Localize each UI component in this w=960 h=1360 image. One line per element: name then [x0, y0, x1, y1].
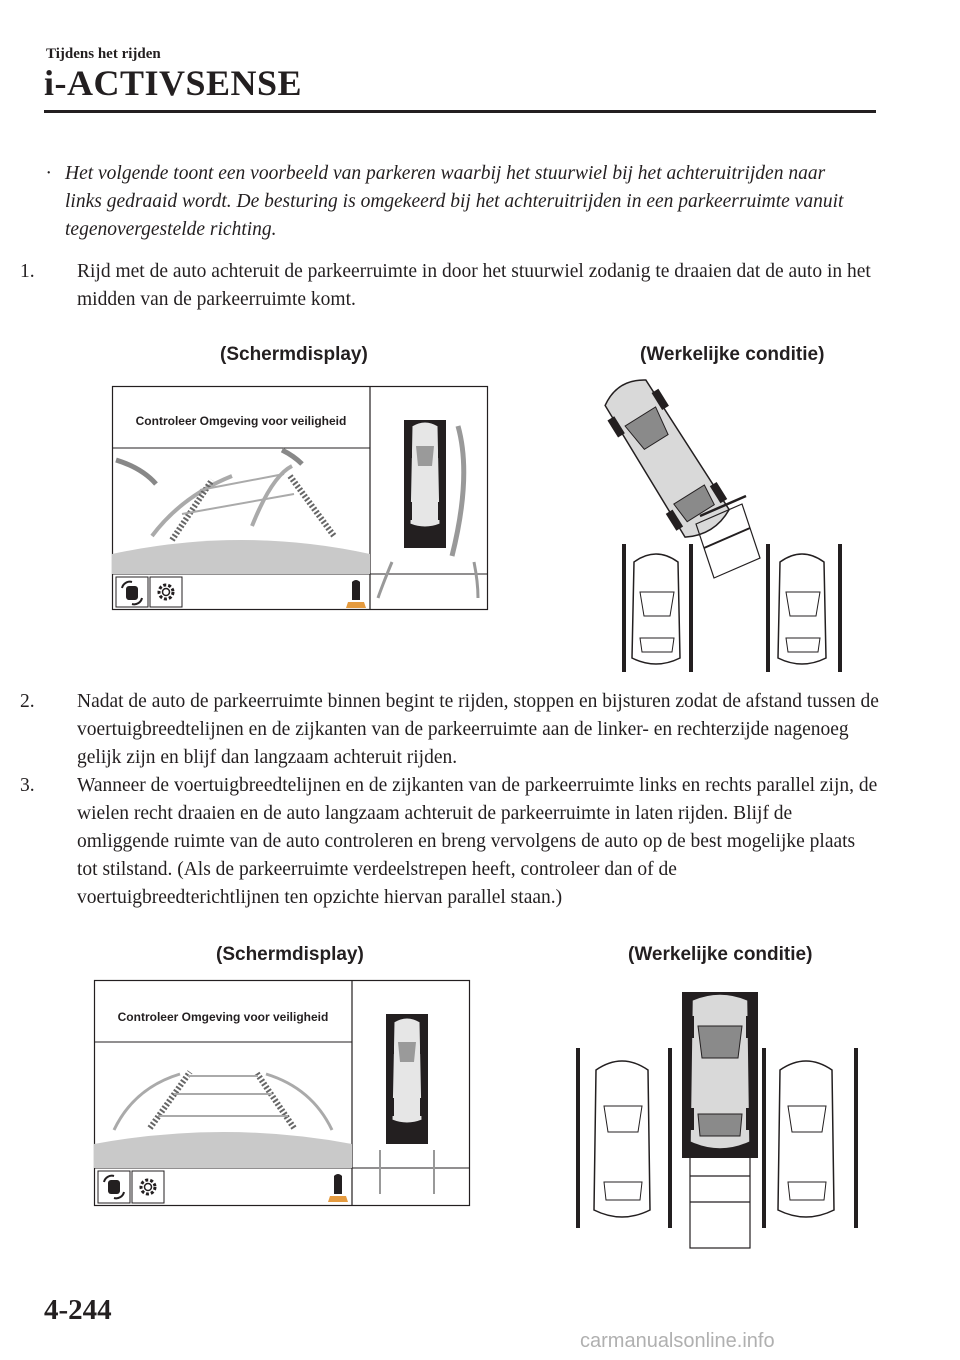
step-text: Nadat de auto de parkeerruimte binnen begint te rijden, stoppen en bijsturen zodat de afstand tussen de voertuigbreedtelijnen en de zijkanten van de parkeerruimte aan de linker- en rechterzijde nagenoeg gelijk zijn en blijf dan langzaam achteruit rijden. — [77, 691, 879, 768]
step-text: Wanneer de voertuigbreedtelijnen en de zijkanten van de parkeerruimte links en rechts parallel zijn, de wielen recht draaien en de auto langzaam achteruit de parkeerruimte in laten rijden. Blijf de omliggende ruimte van de auto controleren en breng vervolgens de auto op de best mogelijke plaats tot stilstand. (Als de parkeerruimte verdeelstrepen heeft, controleer dan of de voertuigbreedterichtlijnen ten opzichte hiervan parallel staan.) — [77, 775, 878, 908]
step-3 — [20, 772, 880, 912]
step-1 — [20, 258, 880, 314]
step-number: 3. — [20, 775, 35, 796]
figure-2-screen-message: Controleer Omgeving voor veiligheid — [117, 1010, 329, 1024]
watermark-text: carmanualsonline.info — [580, 1330, 775, 1352]
figure-2-screen-caption: (Schermdisplay) — [216, 944, 364, 965]
figure-1-actual-condition — [600, 366, 850, 676]
figure-1-screen-message: Controleer Omgeving voor veiligheid — [135, 414, 347, 428]
section-label: Tijdens het rijden — [46, 46, 161, 62]
step-number: 2. — [20, 691, 35, 712]
page-number: 4-244 — [44, 1294, 112, 1326]
header-rule — [44, 110, 876, 113]
step-number: 1. — [20, 261, 35, 282]
step-text: Rijd met de auto achteruit de parkeerruimte in door het stuurwiel zodanig te draaien dat de auto in het midden van de parkeerruimte komt. — [77, 261, 871, 310]
note-bullet: · — [46, 163, 51, 184]
italic-note — [46, 160, 866, 244]
figure-2-actual-condition — [574, 990, 864, 1254]
step-2 — [20, 688, 880, 772]
figure-2-actual-caption: (Werkelijke conditie) — [628, 944, 813, 965]
figure-1-actual-caption: (Werkelijke conditie) — [640, 344, 825, 365]
figure-1-screen-caption: (Schermdisplay) — [220, 344, 368, 365]
page-title: i-ACTIVSENSE — [44, 63, 303, 103]
note-text: Het volgende toont een voorbeeld van parkeren waarbij het stuurwiel bij het achteruitrijden naar links gedraaid wordt. De besturing is omgekeerd bij het achteruitrijden in een parkeerruimte vanuit tegenovergestelde richting. — [65, 163, 844, 240]
